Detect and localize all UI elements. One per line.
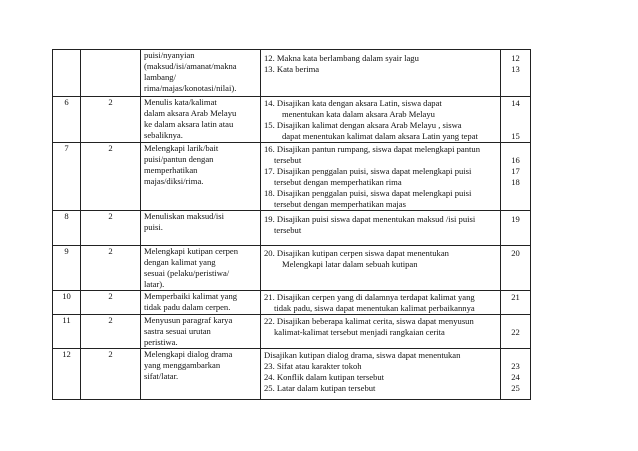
item-number: 18 [511,177,520,187]
row-number-cell [53,143,81,211]
indicator-line: 21. Disajikan cerpen yang di dalamnya terdapat kalimat yang [264,292,475,302]
indicator-cell [261,246,501,291]
item-number [504,120,527,131]
indicator-line: dapat menentukan kalimat dalam aksara Latin yang tepat [282,131,478,141]
row-number-cell [53,211,81,246]
indicator-line: tersebut dengan memperhatikan majas [274,199,406,209]
competency-line: puisi/pantun dengan [144,154,214,164]
indicator-cell [261,50,501,97]
table-body [53,50,531,400]
semester-value: 2 [108,246,113,256]
item-number: 16 [511,155,520,165]
indicator-cell [261,211,501,246]
row-number-cell [53,246,81,291]
row-number-cell [53,315,81,349]
competency-line: ke dalam aksara latin atau [144,119,234,129]
indicator-line: 25. Latar dalam kutipan tersebut [264,383,376,393]
semester-value: 2 [108,97,113,107]
item-number: 12 [511,53,520,63]
row-number-cell [53,291,81,315]
item-number [504,144,527,155]
item-number-cell [501,315,531,349]
item-number-cell [501,50,531,97]
competency-line: puisi/nyanyian [144,50,195,60]
item-number: 21 [511,292,520,302]
indicator-line: 16. Disajikan pantun rumpang, siswa dapat melengkapi pantun [264,144,480,154]
item-number [504,316,527,327]
competency-line: Melengkapi dialog drama [144,349,233,359]
semester-cell [81,246,141,291]
competency-line: sesuai (pelaku/peristiwa/ [144,268,230,278]
competency-cell [141,97,261,143]
indicator-cell [261,315,501,349]
competency-cell [141,50,261,97]
item-number: 13 [511,64,520,74]
table-row [53,143,531,211]
table-row [53,349,531,400]
row-number: 8 [64,211,69,221]
indicator-line: Disajikan kutipan dialog drama, siswa dapat menentukan [264,350,461,360]
indicator-line: 17. Disajikan penggalan puisi, siswa dapat melengkapi puisi [264,166,472,176]
competency-line: dengan kalimat yang [144,257,216,267]
competency-line: majas/diksi/rima. [144,176,204,186]
indicator-line: 12. Makna kata berlambang dalam syair lagu [264,53,419,63]
item-number: 14 [511,98,520,108]
indicator-line: 14. Disajikan kata dengan aksara Latin, siswa dapat [264,98,442,108]
semester-cell [81,97,141,143]
semester-cell [81,349,141,400]
indicator-line: 20. Disajikan kutipan cerpen siswa dapat menentukan [264,248,449,258]
indicator-line: kalimat-kalimat tersebut menjadi rangkaian cerita [274,327,445,337]
competency-line: yang menggambarkan [144,360,221,370]
row-number: 9 [64,246,69,256]
row-number: 11 [62,315,71,325]
semester-cell [81,50,141,97]
indicator-cell [261,97,501,143]
competency-line: rima/majas/konotasi/nilai). [144,83,237,93]
semester-value: 2 [108,211,113,221]
row-number: 10 [62,291,71,301]
competency-cell [141,291,261,315]
competency-line: lambang/ [144,72,176,82]
row-number: 12 [62,349,71,359]
row-number: 7 [64,143,69,153]
indicator-line: 13. Kata berima [264,64,320,74]
competency-line: dalam aksara Arab Melayu [144,108,237,118]
indicator-line: 22. Disajikan beberapa kalimat cerita, siswa dapat menyusun [264,316,474,326]
table-row [53,291,531,315]
competency-line: Melengkapi larik/bait [144,143,219,153]
item-number: 23 [511,361,520,371]
item-number [504,350,527,361]
table-row [53,211,531,246]
competency-line: Memperbaiki kalimat yang [144,291,238,301]
item-number-cell [501,291,531,315]
item-number [504,109,527,120]
table-row [53,50,531,97]
item-number-cell [501,143,531,211]
item-number-cell [501,97,531,143]
indicator-cell [261,291,501,315]
competency-line: sebaliknya. [144,130,183,140]
indicator-line: 18. Disajikan penggalan puisi, siswa dapat melengkapi puisi [264,188,472,198]
competency-cell [141,349,261,400]
semester-value: 2 [108,143,113,153]
competency-cell [141,211,261,246]
competency-line: memperhatikan [144,165,198,175]
competency-line: tidak padu dalam cerpen. [144,302,231,312]
competency-cell [141,246,261,291]
indicator-line: tersebut [274,225,302,235]
item-number: 19 [511,214,520,224]
row-number-cell [53,97,81,143]
item-number: 20 [511,248,520,258]
indicator-line: 19. Disajikan puisi siswa dapat menentukan maksud /isi puisi [264,214,476,224]
competency-line: (maksud/isi/amanat/makna [144,61,237,71]
kisi-kisi-table [52,49,531,400]
semester-value: 2 [108,291,113,301]
semester-cell [81,315,141,349]
semester-value: 2 [108,315,113,325]
item-number-cell [501,211,531,246]
semester-value: 2 [108,349,113,359]
indicator-line: tersebut dengan memperhatikan rima [274,177,402,187]
row-number: 6 [64,97,69,107]
competency-line: latar). [144,279,165,289]
item-number-cell [501,246,531,291]
indicator-line: 24. Konflik dalam kutipan tersebut [264,372,385,382]
competency-line: Menyusun paragraf karya [144,315,233,325]
competency-line: peristiwa. [144,337,178,347]
competency-line: puisi. [144,222,163,232]
table-row [53,246,531,291]
competency-line: Menuliskan maksud/isi [144,211,224,221]
indicator-line: tidak padu, siswa dapat menentukan kalimat perbaikannya [274,303,475,313]
item-number: 25 [511,383,520,393]
item-number: 22 [511,327,520,337]
row-number-cell [53,349,81,400]
competency-line: sifat/latar. [144,371,179,381]
item-number: 24 [511,372,520,382]
competency-line: Melengkapi kutipan cerpen [144,246,239,256]
indicator-line: menentukan kata dalam aksara Arab Melayu [282,109,435,119]
indicator-cell [261,143,501,211]
competency-cell [141,143,261,211]
item-number: 17 [511,166,520,176]
competency-line: Menulis kata/kalimat [144,97,217,107]
semester-cell [81,211,141,246]
indicator-line: 23. Sifat atau karakter tokoh [264,361,362,371]
table-row [53,97,531,143]
indicator-line: Melengkapi latar dalam sebuah kutipan [282,259,418,269]
row-number-cell [53,50,81,97]
competency-line: sastra sesuai urutan [144,326,211,336]
competency-cell [141,315,261,349]
indicator-line: 15. Disajikan kalimat dengan aksara Arab Melayu , siswa [264,120,462,130]
indicator-line: tersebut [274,155,302,165]
indicator-cell [261,349,501,400]
item-number: 15 [511,131,520,141]
semester-cell [81,291,141,315]
table-row [53,315,531,349]
item-number-cell [501,349,531,400]
semester-cell [81,143,141,211]
